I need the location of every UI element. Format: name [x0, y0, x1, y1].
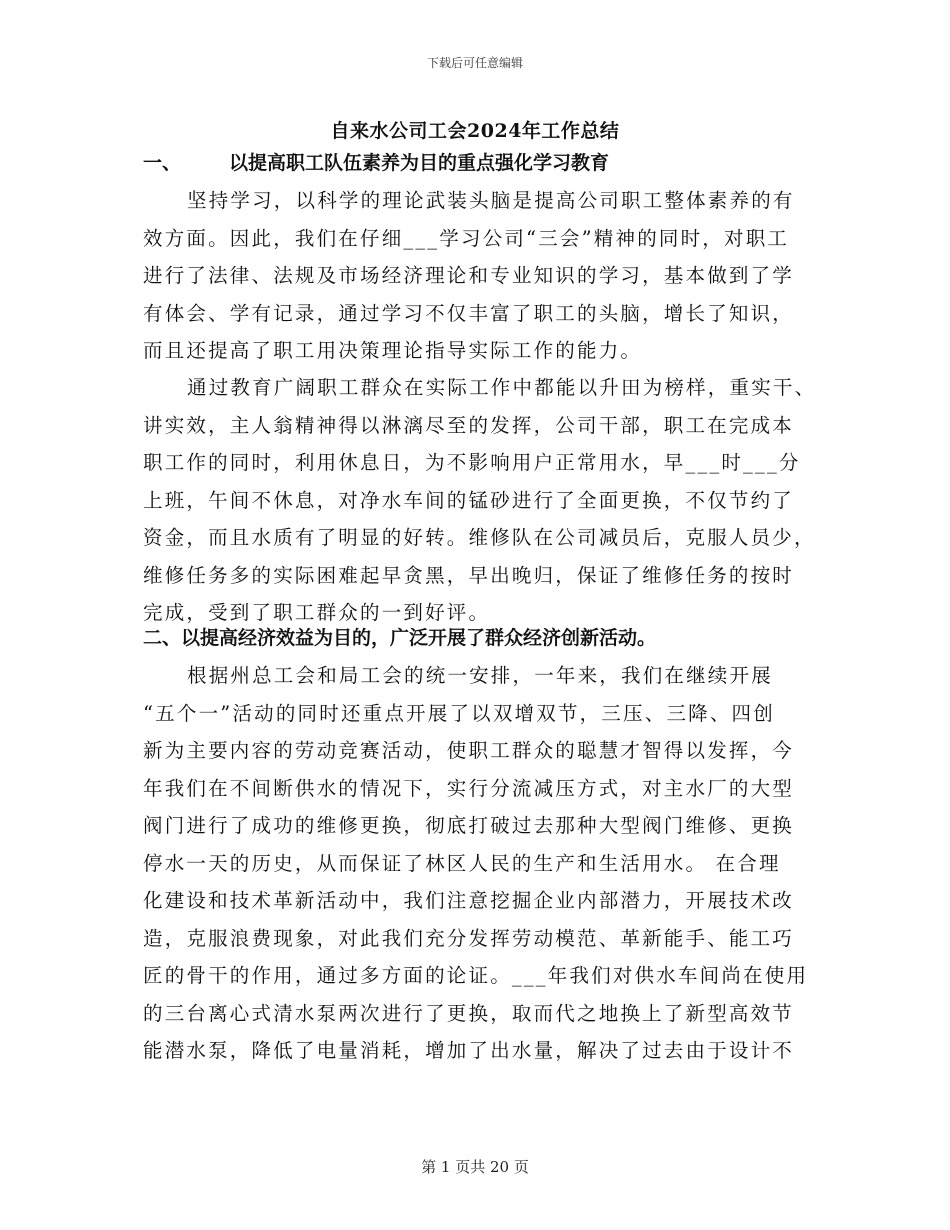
text-line: 而且还提高了职工用决策理论指导实际工作的能力。	[143, 339, 643, 362]
section-heading-1	[143, 148, 823, 178]
text-line: 完成，受到了职工群众的一到好评。	[143, 601, 491, 624]
section-heading-text: 以提高职工队伍素养为目的重点强化学习教育	[229, 152, 610, 174]
text-line: 讲实效，主人翁精神得以淋漓尽至的发挥，公司干部，职工在完成本	[143, 413, 795, 437]
text-line: 维修任务多的实际困难起早贪黑，早出晚归，保证了维修任务的按时	[143, 563, 795, 587]
text-line: 通过教育广阔职工群众在实际工作中都能以升田为榜样，重实干、	[187, 376, 817, 399]
text-line: 效方面。因此，我们在仔细___学习公司“三会”精神的同时，对职工	[143, 226, 790, 250]
text-line: 进行了法律、法规及市场经济理论和专业知识的学习，基本做到了学	[143, 264, 795, 287]
text-line: 有体会、学有记录，通过学习不仅丰富了职工的头脑，增长了知识，	[143, 301, 795, 325]
text-line: “五个一”活动的同时还重点开展了以双增双节，三压、三降、四创	[143, 701, 775, 725]
document-title: 自来水公司工会2024年工作总结	[330, 120, 620, 142]
text-line: 的三台离心式清水泵两次进行了更换，取而代之地换上了新型高效节	[143, 1001, 795, 1025]
text-line: 停水一天的历史，从而保证了林区人民的生产和生活用水。 在合理	[143, 851, 781, 875]
paragraph-1	[143, 182, 823, 370]
section-number: 一、	[143, 152, 182, 174]
header-note: 下载后可任意编辑	[426, 56, 523, 70]
text-line: 上班，午间不休息，对净水车间的锰砂进行了全面更换，不仅节约了	[143, 488, 795, 512]
page-footer: 第 1 页共 20 页	[421, 1158, 529, 1176]
paragraph-3	[143, 657, 823, 1070]
paragraph-2	[143, 369, 823, 632]
text-line: 造，克服浪费现象，对此我们充分发挥劳动模范、革新能手、能工巧	[143, 926, 795, 950]
text-line: 匠的骨干的作用，通过多方面的论证。___年我们对供水车间尚在使用	[143, 964, 809, 987]
text-line: 化建设和技术革新活动中，我们注意挖掘企业内部潜力，开展技术改	[143, 889, 795, 912]
text-line: 根据州总工会和局工会的统一安排，一年来，我们在继续开展	[187, 664, 773, 687]
text-line: 年我们在不间断供水的情况下，实行分流减压方式，对主水厂的大型	[143, 776, 795, 800]
text-line: 新为主要内容的劳动竞赛活动，使职工群众的聪慧才智得以发挥，今	[143, 739, 795, 762]
text-line: 能潜水泵，降低了电量消耗，增加了出水量，解决了过去由于设计不	[143, 1039, 795, 1062]
section-heading-2: 二、以提高经济效益为目的，广泛开展了群众经济创新活动。	[143, 627, 657, 649]
text-line: 资金，而且水质有了明显的好转。维修队在公司减员后，克服人员少，	[143, 526, 816, 549]
text-line: 阀门进行了成功的维修更换，彻底打破过去那种大型阀门维修、更换	[143, 814, 795, 837]
text-line: 职工作的同时，利用休息日，为不影响用户正常用水，早___时___分	[143, 451, 801, 474]
text-line: 坚持学习，以科学的理论武装头脑是提高公司职工整体素养的有	[187, 189, 795, 212]
